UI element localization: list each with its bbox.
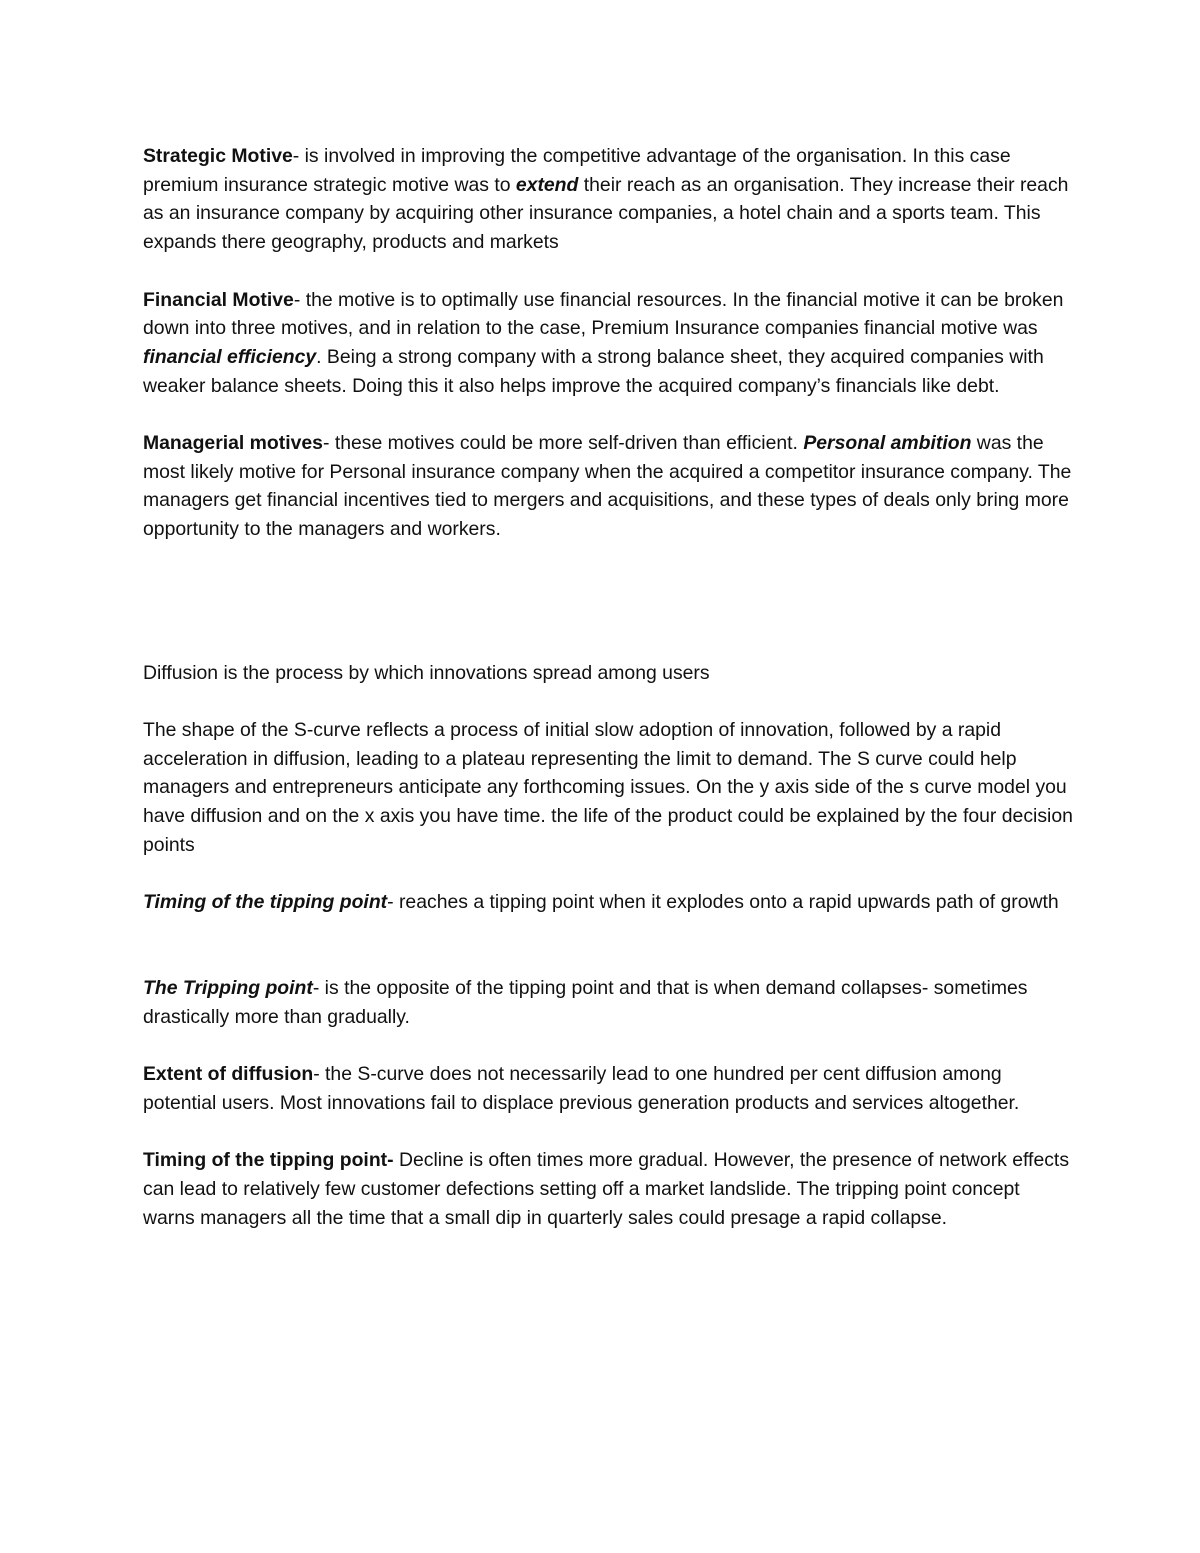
managerial-text-2: was the most likely motive for Personal insurance company when the acquired a competitor insurance company. The managers get financial incentives tied to mergers and acquisitions, and these types of deals only bring more opportunity to the managers and workers. — [143, 432, 1072, 541]
paragraph-tripping-point — [143, 974, 1073, 1031]
paragraph-diffusion-definition: Diffusion is the process by which innovations spread among users — [143, 661, 710, 684]
managerial-text-1: - these motives could be more self-driven than efficient. — [322, 432, 804, 454]
paragraph-strategic-motive — [143, 142, 1073, 257]
heading-extent-of-diffusion: Extent of diffusion — [143, 1063, 314, 1086]
heading-tripping-point: The Tripping point — [143, 977, 313, 1000]
financial-text-2: . Being a strong company with a strong balance sheet, they acquired companies with weaker balance sheets. Doing this it also helps improve the acquired company’s financials like debt. — [143, 345, 1044, 397]
tripping-text: - is the opposite of the tipping point and that is when demand collapses- sometimes drastically more than gradually. — [143, 977, 1028, 1028]
strategic-text-2: their reach as an organisation. They increase their reach as an insurance company by acquiring other insurance companies, a hotel chain and a sports team. This expands there geography, products and markets — [143, 173, 1069, 254]
paragraph-timing-decline — [143, 1146, 1073, 1232]
heading-timing-tipping-point: Timing of the tipping point — [143, 891, 388, 914]
timing-decline-text: Decline is often times more gradual. However, the presence of network effects can lead to relatively few customer defections setting off a market landslide. The tripping point concept warns managers all the time that a small dip in quarterly sales could presage a rapid collapse. — [143, 1149, 1070, 1229]
heading-managerial-motives: Managerial motives — [143, 432, 323, 454]
financial-text-1: - the motive is to optimally use financial resources. In the financial motive it can be broken down into three motives, and in relation to the case, Premium Insurance companies financial motive was — [143, 288, 1064, 340]
heading-financial-motive: Financial Motive — [143, 288, 294, 311]
strategic-text-1: - is involved in improving the competitive advantage of the organisation. In this case premium insurance strategic motive was to — [143, 145, 1011, 196]
tipping-text: - reaches a tipping point when it explodes onto a rapid upwards path of growth — [387, 891, 1059, 914]
paragraph-s-curve: The shape of the S-curve reflects a process of initial slow adoption of innovation, followed by a rapid acceleration in diffusion, leading to a plateau representing the limit to demand. The S curve could help managers and entrepreneurs anticipate any forthcoming issues. On the y axis side of the s curve model you have diffusion and on the x axis you have time. the life of the product could be explained by the four decision points — [143, 719, 1073, 856]
paragraph-managerial-motives — [143, 429, 1073, 544]
emphasis-personal-ambition: Personal ambition — [803, 432, 972, 454]
paragraph-financial-motive — [143, 286, 1073, 401]
emphasis-extend: extend — [515, 173, 579, 196]
document-body — [143, 142, 1073, 1233]
extent-text: - the S-curve does not necessarily lead to one hundred per cent diffusion among potential users. Most innovations fail to displace previous generation products and services altogether. — [143, 1063, 1020, 1115]
heading-timing-tipping-point-2: Timing of the tipping point- — [143, 1149, 394, 1172]
emphasis-financial-efficiency: financial efficiency — [143, 345, 317, 368]
heading-strategic-motive: Strategic Motive — [143, 145, 293, 167]
paragraph-tipping-point — [143, 888, 1073, 917]
paragraph-extent-of-diffusion — [143, 1060, 1073, 1117]
